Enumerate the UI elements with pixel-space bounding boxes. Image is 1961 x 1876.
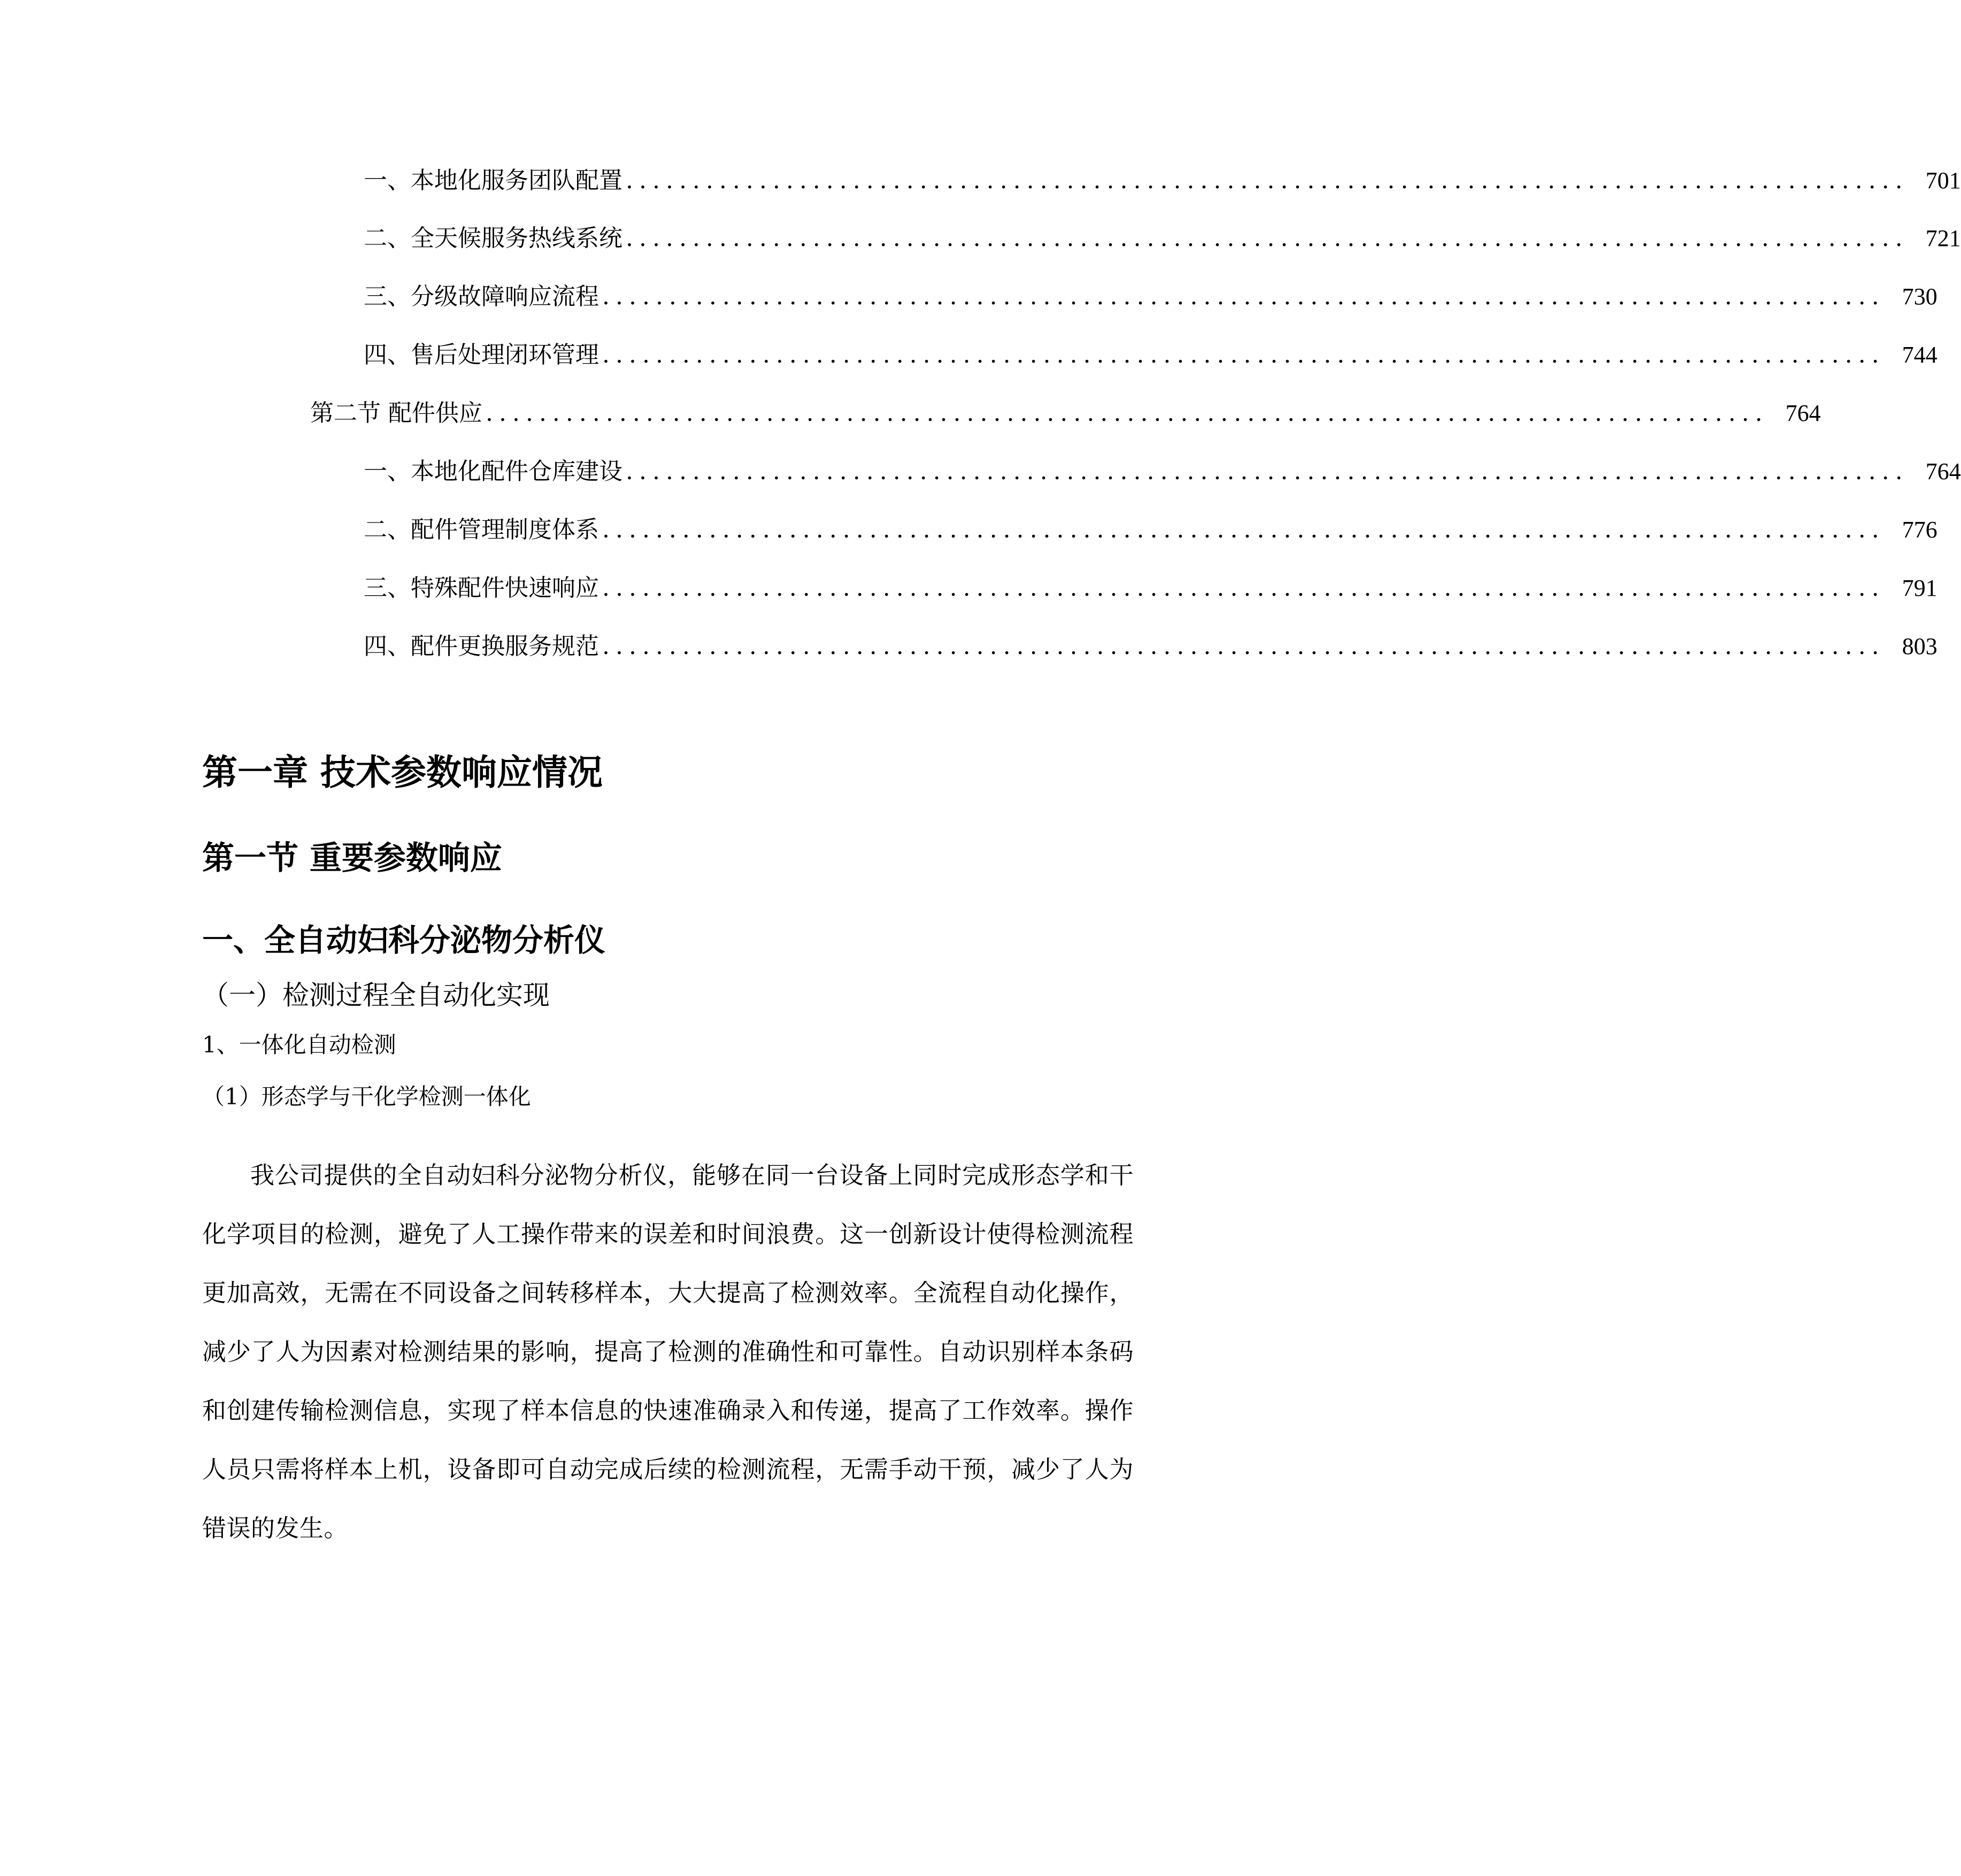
subpoint-heading: （1）形态学与干化学检测一体化 [202, 1083, 531, 1110]
toc-entry-page: 803 [1902, 633, 1937, 659]
toc-entry-title: 配件管理制度体系 [411, 516, 599, 543]
toc-entry-page: 701 [1925, 167, 1961, 194]
toc-entry-page: 730 [1902, 283, 1937, 310]
toc-entry[interactable] [364, 339, 1937, 371]
toc-entry[interactable] [364, 456, 1961, 488]
item-heading: 一、全自动妇科分泌物分析仪 [202, 922, 606, 958]
toc-entry-page: 764 [1925, 458, 1961, 485]
body-paragraph: 我公司提供的全自动妇科分泌物分析仪，能够在同一台设备上同时完成形态学和干化学项目的检测，避免了人工操作带来的误差和时间浪费。这一创新设计使得检测流程更加高效，无需在不同设备之间转移样本，大大提高了检测效率。全流程自动化操作，减少了人为因素对检测结果的影响，提高了检测的准确性和可靠性。自动识别样本条码和创建传输检测信息，实现了样本信息的快速准确录入和传递，提高了工作效率。操作人员只需将样本上机，设备即可自动完成后续的检测流程，无需手动干预，减少了人为错误的发生。 [202, 1161, 1134, 1542]
subsection-heading: （一）检测过程全自动化实现 [202, 980, 550, 1011]
toc-entry-page: 744 [1902, 342, 1937, 368]
toc-leader-dots: ................................................................................................ [602, 633, 1885, 660]
toc-entry-page: 776 [1902, 517, 1937, 543]
toc-leader-dots: ................................................................................................ [626, 225, 1909, 252]
toc-leader-dots: ................................................................................................ [486, 399, 1768, 427]
toc-entry-number: 三、 [364, 574, 411, 602]
toc-entry-title: 第二节 配件供应 [310, 399, 482, 427]
toc-leader-dots: ................................................................................................ [602, 574, 1885, 602]
toc-entry-title: 分级故障响应流程 [411, 283, 599, 310]
toc-leader-dots: ................................................................................................ [626, 458, 1909, 485]
toc-entry-number: 四、 [364, 633, 411, 660]
toc-entry-page: 791 [1902, 575, 1937, 601]
toc-entry[interactable] [364, 281, 1937, 313]
toc-entry-number: 三、 [364, 283, 411, 310]
toc-entry-page: 764 [1785, 400, 1821, 426]
toc-entry-number: 二、 [364, 225, 411, 252]
toc-entry-page: 721 [1925, 225, 1961, 251]
toc-entry-number: 一、 [364, 167, 411, 194]
toc-entry-number: 一、 [364, 458, 411, 485]
toc-entry-number: 四、 [364, 341, 411, 368]
toc-leader-dots: ................................................................................................ [602, 283, 1885, 310]
toc-entry-title: 售后处理闭环管理 [411, 341, 599, 368]
toc-entry[interactable] [364, 631, 1937, 663]
toc-leader-dots: ................................................................................................ [602, 341, 1885, 368]
toc-leader-dots: ................................................................................................ [626, 167, 1909, 194]
toc-entry[interactable] [364, 572, 1937, 604]
toc-entry-title: 配件更换服务规范 [411, 633, 599, 660]
toc-entry-title: 本地化服务团队配置 [411, 167, 622, 194]
toc-entry-title: 特殊配件快速响应 [411, 574, 599, 602]
section-heading: 第一节 重要参数响应 [202, 840, 502, 877]
toc-entry-number: 二、 [364, 516, 411, 543]
toc-entry-title: 本地化配件仓库建设 [411, 458, 622, 485]
toc-entry-section[interactable] [310, 397, 1821, 429]
toc-entry[interactable] [364, 165, 1961, 197]
toc-entry[interactable] [364, 514, 1937, 546]
toc-entry[interactable] [364, 222, 1961, 255]
point-heading: 1、一体化自动检测 [202, 1032, 396, 1058]
chapter-heading: 第一章 技术参数响应情况 [202, 752, 603, 793]
toc-entry-title: 全天候服务热线系统 [411, 225, 622, 252]
toc-leader-dots: ................................................................................................ [602, 516, 1885, 543]
